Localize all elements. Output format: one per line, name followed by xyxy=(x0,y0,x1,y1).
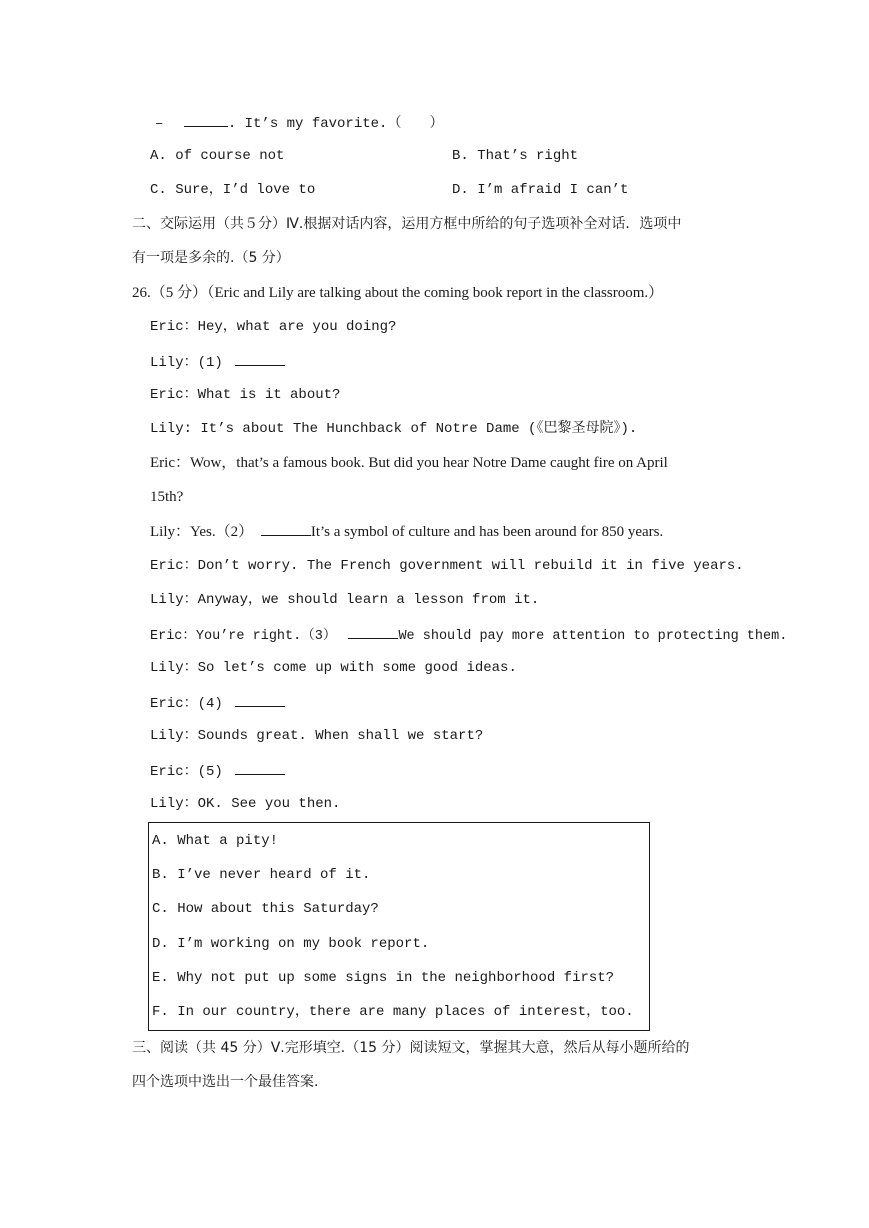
dash: – xyxy=(155,116,164,132)
dialogue-line: Lily：So let’s come up with some good ideas. xyxy=(150,660,517,676)
answer-blank-1[interactable] xyxy=(235,351,285,366)
dialogue-line: Lily：OK. See you then. xyxy=(150,796,341,812)
option-item: E. Why not put up some signs in the neighborhood first? xyxy=(152,970,615,986)
q26-header: 26.（5 分）（Eric and Lily are talking about the coming book report in the classroom.） xyxy=(132,285,664,301)
answer-blank-3[interactable] xyxy=(348,624,398,639)
section-3-title: 三、阅读（共 45 分）Ⅴ.完形填空.（15 分）阅读短文，掌握其大意，然后从每小题所给的 xyxy=(132,1040,690,1056)
dialogue-text: We should pay more attention to protecting them. xyxy=(398,629,788,644)
dialogue-line: Lily：Sounds great. When shall we start? xyxy=(150,728,484,744)
q25-option-c: C. Sure，I’d love to xyxy=(150,182,316,198)
option-item: C. How about this Saturday? xyxy=(152,901,379,917)
section-2-title-cont: 有一项是多余的.（5 分） xyxy=(132,250,290,266)
dialogue-line: Lily：Anyway，we should learn a lesson from it. xyxy=(150,592,540,608)
answer-blank-5[interactable] xyxy=(235,760,285,775)
q25-option-b: B. That’s right xyxy=(452,148,579,164)
dialogue-line: Eric：What is it about? xyxy=(150,387,341,403)
section-2-title: 二、交际运用（共５分）Ⅳ.根据对话内容，运用方框中所给的句子选项补全对话．选项中 xyxy=(132,216,682,232)
dialogue-line: 15th? xyxy=(150,489,184,505)
dialogue-line xyxy=(150,351,285,371)
dialogue-line: Eric：Don’t worry. The French government will rebuild it in five years. xyxy=(150,558,744,574)
q25-option-a: A. of course not xyxy=(150,148,285,164)
dialogue-text: Lily：(1) xyxy=(150,355,223,371)
q25-option-d: D. I’m afraid I can’t xyxy=(452,182,629,198)
dialogue-text: It’s a symbol of culture and has been around for 850 years. xyxy=(310,524,664,540)
options-box xyxy=(148,822,650,1031)
dialogue-line xyxy=(150,760,285,780)
dialogue-line xyxy=(150,521,663,541)
answer-blank-4[interactable] xyxy=(235,692,285,707)
option-item: D. I’m working on my book report. xyxy=(152,936,430,952)
q25-stem-tail: . It’s my favorite.（ ） xyxy=(227,116,444,132)
dialogue-text: Eric：(4) xyxy=(150,696,223,712)
option-item: F. In our country，there are many places of interest，too. xyxy=(152,1004,634,1020)
dialogue-line xyxy=(150,692,285,712)
answer-blank-2[interactable] xyxy=(261,521,311,536)
section-3-title-cont: 四个选项中选出一个最佳答案. xyxy=(132,1074,319,1090)
q25-stem xyxy=(155,112,443,132)
dialogue-line: Lily: It’s about The Hunchback of Notre Dame (《巴黎圣母院》). xyxy=(150,421,638,437)
dialogue-line: Eric：Wow，that’s a famous book. But did you hear Notre Dame caught fire on April xyxy=(150,455,668,471)
dialogue-text: Eric：You’re right.（3） xyxy=(150,629,337,644)
option-item: B. I’ve never heard of it. xyxy=(152,867,371,883)
dialogue-text: Lily：Yes.（2） xyxy=(150,524,254,540)
dialogue-line: Eric：Hey，what are you doing? xyxy=(150,319,397,335)
answer-blank[interactable] xyxy=(184,112,228,127)
dialogue-text: Eric：(5) xyxy=(150,764,223,780)
option-item: A. What a pity! xyxy=(152,833,279,849)
dialogue-line xyxy=(150,624,787,644)
